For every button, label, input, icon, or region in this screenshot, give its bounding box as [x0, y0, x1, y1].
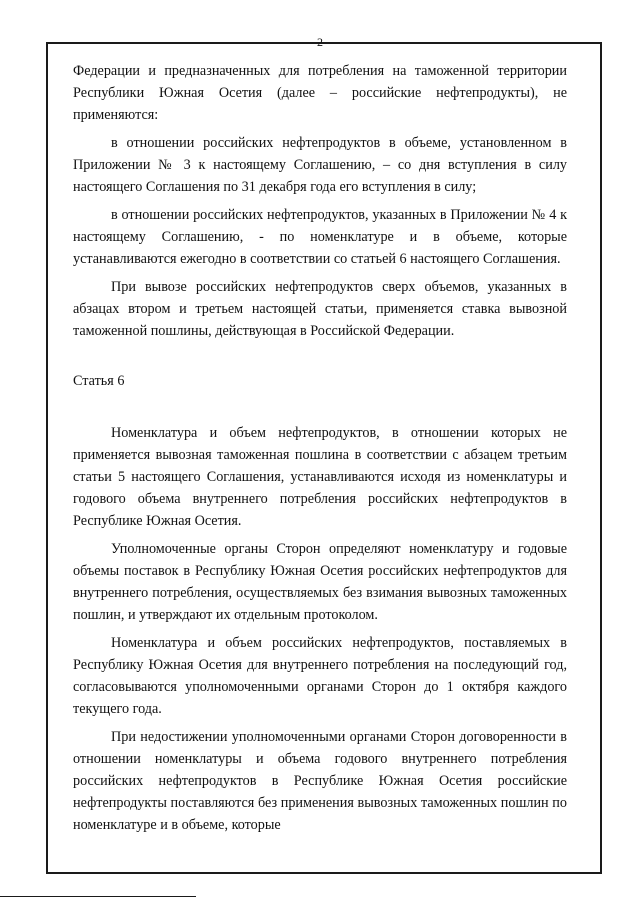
article-paragraph-2: Уполномоченные органы Сторон определяют номенклатуру и годовые объемы поставок в Республику Южная Осетия российских нефтепродуктов для внутреннего потребления, осуществляемых без взимания вывозных таможенных пошлин, и утверждают их отдельным протоколом.: [73, 541, 567, 623]
article-paragraph-4: При недостижении уполномоченными органами Сторон договоренности в отношении номенклатуры и объема годового внутреннего потребления российских нефтепродуктов в Республике Южная Осетия российские нефтепродукты поставляются без применения вывозных таможенных пошлин по номенклатуре и в объеме, которые: [73, 729, 567, 833]
article-paragraph-1: Номенклатура и объем нефтепродуктов, в отношении которых не применяется вывозная таможенная пошлина в соответствии с абзацем третьим статьи 5 настоящего Соглашения, устанавливаются исходя из номенклатуры и годового объема внутреннего потребления российских нефтепродуктов в Республике Южная Осетия.: [73, 425, 567, 529]
document-body: [73, 60, 567, 836]
bottom-divider: [0, 896, 196, 897]
article-heading: Статья 6: [73, 373, 125, 389]
paragraph-export-duty: При вывозе российских нефтепродуктов сверх объемов, указанных в абзацах втором и третьем настоящей статьи, применяется ставка вывозной таможенной пошлины, действующая в Российской Федерации.: [73, 279, 567, 339]
page-number: 2: [317, 35, 323, 49]
paragraph-annex-4: в отношении российских нефтепродуктов, указанных в Приложении № 4 к настоящему Соглашению, - по номенклатуре и в объеме, которые устанавливаются ежегодно в соответствии со статьей 6 настоящего Соглашения.: [73, 207, 567, 267]
article-paragraph-3: Номенклатура и объем российских нефтепродуктов, поставляемых в Республику Южная Осетия для внутреннего потребления на последующий год, согласовываются уполномоченными органами Сторон до 1 октября каждого текущего года.: [73, 635, 567, 717]
paragraph-annex-3: в отношении российских нефтепродуктов в объеме, установленном в Приложении № 3 к настоящему Соглашению, – со дня вступления в силу настоящего Соглашения по 31 декабря года его вступления в силу;: [73, 135, 567, 195]
paragraph-continuation: Федерации и предназначенных для потребления на таможенной территории Республики Южная Осетия (далее – российские нефтепродукты), не применяются:: [73, 63, 567, 123]
